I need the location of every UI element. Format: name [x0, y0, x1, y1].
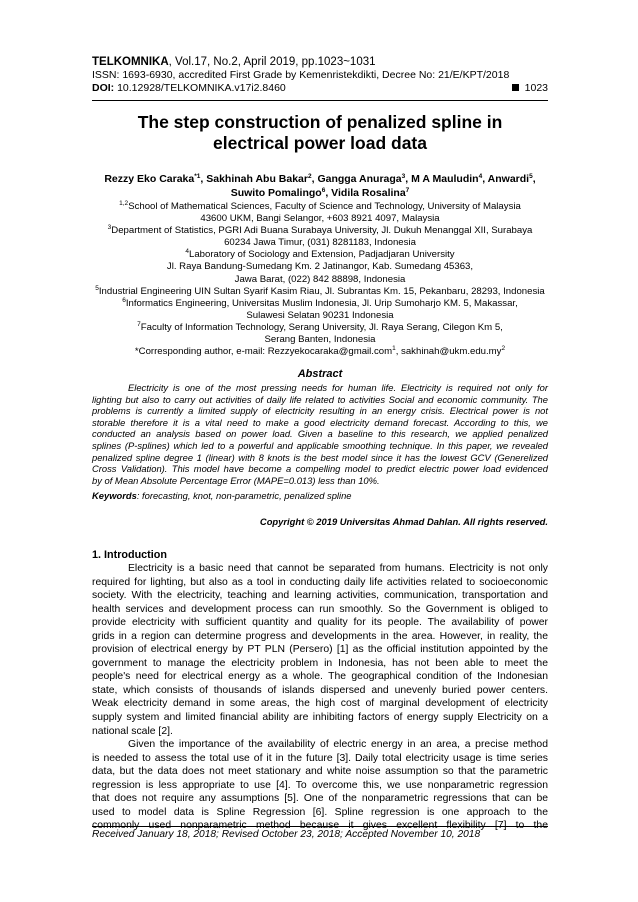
affiliation-text: School of Mathematical Sciences, Faculty of Science and Technology, University of Malaysia — [128, 201, 521, 212]
keywords-label: Keywords — [92, 490, 137, 501]
affiliation-text: Department of Statistics, PGRI Adi Buana Surabaya University, Jl. Dukuh Menanggal XII, Surabaya — [111, 225, 533, 237]
body-line: required for lighting, but also as a tool in conducting daily life activities related to socioeconomic — [92, 576, 548, 588]
body-line: data, but the data does not meet stationary and white noise assumption so that the parametric — [92, 766, 548, 778]
author-sup: 2 — [307, 173, 312, 180]
body-line: national scale [2]. — [92, 725, 173, 737]
affiliation-line — [86, 274, 554, 286]
author — [206, 173, 317, 185]
body-line: used to model data is Spline Regression [6]. Spline regression is one approach to the — [92, 806, 548, 818]
keywords-text: : forecasting, knot, non-parametric, penalized spline — [136, 490, 352, 501]
accreditation-note: accredited First Grade by Kemenristekdikti, Decree No: 21/E/KPT/2018 — [175, 69, 510, 81]
header-rule — [92, 100, 548, 101]
author-separator: , — [405, 173, 412, 185]
author-separator: , — [200, 173, 207, 185]
affiliation-sup: 7 — [137, 320, 141, 328]
author-sup: *1 — [194, 173, 201, 180]
affiliation-text: 60234 Jawa Timur, (031) 8281183, Indonesia — [224, 237, 416, 249]
body-line: government to manage the electricity problem in Indonesia, has not been able to meet the — [92, 657, 548, 669]
copyright-notice: Copyright © 2019 Universitas Ahmad Dahlan. All rights reserved. — [259, 516, 548, 527]
journal-header — [92, 56, 548, 95]
body-line: grids in a region can determine progress and developments in the area. However, in reality, the — [92, 630, 548, 642]
body-line: regression is less appropriate to use [4]. To overcome this, we use nonparametric regression — [92, 779, 548, 791]
journal-issn — [92, 69, 548, 82]
author-name: Suwito Pomalingo — [230, 186, 322, 199]
body-line: that does not require any assumptions [5]. One of the nonparametric regressions that can be — [92, 793, 548, 805]
section-title: 1. Introduction — [92, 549, 167, 561]
abstract-title: Abstract — [297, 368, 343, 380]
affiliation-sup: 4 — [185, 248, 190, 256]
page-number — [512, 82, 548, 94]
abstract-body — [92, 382, 548, 486]
abstract-line: lighting but also to carry out activities of daily life related to activities Social and economic community. The — [92, 393, 548, 405]
author-separator: , — [482, 173, 488, 185]
abstract-line: splines (P-splines) which led to a powerful and applicable smoothing technique. In this paper, we revealed — [92, 439, 548, 451]
affiliation-text: Informatics Engineering, Universitas Muslim Indonesia, Jl. Urip Sumoharjo KM. 5, Makassar, — [125, 297, 518, 309]
body-line: commonly used nonparametric method because it gives excellent flexibility [7] to the — [92, 820, 548, 832]
body-line: society. With the electricity, teaching and learning activities, communication, transportation and — [92, 590, 548, 602]
affiliation-line — [86, 249, 554, 261]
author-sup: 3 — [401, 173, 406, 180]
affiliation-text: Sulawesi Selatan 90231 Indonesia — [246, 309, 394, 321]
abstract-line: storable therefore it is a vital need to make a good electricity demand forecast. According to this, we — [92, 416, 548, 428]
author-separator: , — [325, 186, 332, 199]
affiliation-sup: 5 — [95, 284, 99, 292]
doi-label: DOI: — [92, 82, 115, 94]
affiliation-text: Industrial Engineering UIN Sultan Syarif Kasim Riau, Jl. Subrantas Km. 15, Pekanbaru, 28293, Indonesia — [98, 285, 545, 297]
abstract-line: Electricity is one of the most pressing needs for human life. Electricity is required not only for — [128, 382, 548, 393]
author-separator: , — [311, 173, 318, 185]
author-line-2 — [92, 187, 548, 201]
body-line: Weak electricity demand in some areas, the high cost of marginal development of electricity — [92, 698, 548, 710]
affiliation-line — [86, 225, 554, 237]
title-line-1: The step construction of penalized spline in — [137, 112, 503, 132]
affiliation-text: Jawa Barat, (022) 842 88898, Indonesia — [234, 273, 406, 285]
affiliation-line — [86, 261, 554, 273]
body-line: state, which consists of thousands of islands dispersed and unevenly buried power centers. — [92, 684, 548, 696]
affiliation-line — [86, 322, 554, 334]
journal-name: TELKOMNIKA — [92, 56, 169, 68]
author-name: Vidila Rosalina — [331, 186, 406, 199]
author-sup: 7 — [405, 186, 410, 194]
corresponding-email-2: , sakhinah@ukm.edu.my — [395, 346, 502, 358]
journal-doi — [92, 82, 548, 95]
title-line-2: electrical power load data — [213, 133, 427, 153]
keywords — [92, 490, 548, 501]
affiliation-line — [86, 237, 554, 249]
footer-rule — [92, 826, 548, 827]
affiliation-text: Laboratory of Sociology and Extension, Padjadjaran University — [189, 249, 455, 261]
body-line: is needed to assess the total use of it in the future [3]. Daily total electricity usage is time series — [92, 752, 548, 764]
abstract-line: penalized spline degree 1 (linear) with 8 knots is the best model since it has the lowest GCV (Generelized — [92, 451, 548, 463]
author — [104, 173, 206, 185]
issn-label: ISSN: 1693-6930, — [92, 69, 176, 81]
author-name: Anwardi — [487, 173, 530, 185]
affiliation-sup: 6 — [122, 296, 126, 304]
affiliation-line — [86, 334, 554, 346]
author — [411, 173, 488, 185]
body-line: Given the importance of the availability of electric energy in an area, a precise method — [128, 739, 548, 751]
journal-citation — [92, 56, 548, 69]
body-line: people's need for electrical energy as a whole. The geographical condition of the Indonesian — [92, 671, 548, 683]
abstract-line: Cross Validation). This model have become a compelling model to predict electric power load evidenced — [92, 463, 548, 475]
body-line: supply system and limited financial ability are inhibiting factors of energy supply Electricity on a — [92, 712, 548, 724]
author-separator: , — [532, 173, 536, 185]
affiliation-line — [86, 298, 554, 310]
author-sup: 6 — [321, 186, 326, 194]
corresponding-author — [86, 346, 554, 358]
affiliation-text: 43600 UKM, Bangi Selangor, +603 8921 4097, Malaysia — [200, 213, 440, 225]
author-name: Sakhinah Abu Bakar — [206, 173, 308, 185]
paper-title — [92, 112, 548, 154]
author-name: M A Mauludin — [411, 173, 479, 185]
author-name: Rezzy Eko Caraka — [104, 173, 195, 185]
body-line: health services and development process can run smoothly. So the Government is obliged to — [92, 603, 548, 615]
body-line: Electricity is a basic need that cannot be separated from humans. Electricity is not only — [128, 563, 548, 574]
introduction-body — [92, 562, 548, 833]
body-line: provide electricity with sufficient quantity and quality for its people. The availability of power — [92, 617, 548, 629]
affiliation-sup: 3 — [107, 224, 112, 232]
corresponding-sup: 1 — [392, 345, 396, 353]
author — [331, 187, 409, 199]
body-line: provision of electrical energy by PT PLN (Persero) [1] as the official institution appointed by the — [92, 644, 548, 656]
author — [231, 187, 331, 199]
affiliation-list — [86, 201, 554, 358]
affiliation-text: Jl. Raya Bandung-Sumedang Km. 2 Jatinangor, Kab. Sumedang 45363, — [166, 261, 474, 273]
abstract-line: by of Mean Absolute Percentage Error (MAPE=0.013) less than 10%. — [92, 474, 380, 486]
affiliation-line — [86, 201, 554, 213]
affiliation-text: Serang Banten, Indonesia — [264, 334, 376, 346]
corresponding-sup: 2 — [501, 345, 506, 353]
square-bullet-icon — [512, 84, 519, 91]
affiliation-line — [86, 286, 554, 298]
doi-value: 10.12928/TELKOMNIKA.v17i2.8460 — [114, 82, 286, 94]
author-sup: 5 — [529, 173, 533, 180]
affiliation-line — [86, 213, 554, 225]
affiliation-line — [86, 310, 554, 322]
author-name: Gangga Anuraga — [317, 173, 402, 185]
author-list — [92, 173, 548, 200]
author — [488, 173, 536, 185]
author — [317, 173, 411, 185]
abstract-line: conducted an analysis based on power load. Given a baseline to this research, we applied penalized — [92, 428, 548, 440]
corresponding-email-1: *Corresponding author, e-mail: Rezzyekocaraka@gmail.com — [134, 346, 393, 358]
page-number-value: 1023 — [524, 82, 548, 94]
abstract-line: problems is currently a limited supply of electricity resulting in an energy crisis. Electrical power is not — [92, 405, 548, 417]
author-line-1 — [92, 173, 548, 187]
journal-volume: , Vol.17, No.2, April 2019, pp.1023~1031 — [168, 56, 376, 68]
author-sup: 4 — [478, 173, 483, 180]
affiliation-text: Faculty of Information Technology, Serang University, Jl. Raya Serang, Cilegon Km 5, — [140, 321, 503, 333]
received-dates: Received January 18, 2018; Revised October 23, 2018; Accepted November 10, 2018 — [92, 829, 481, 840]
affiliation-sup: 1,2 — [119, 200, 129, 207]
